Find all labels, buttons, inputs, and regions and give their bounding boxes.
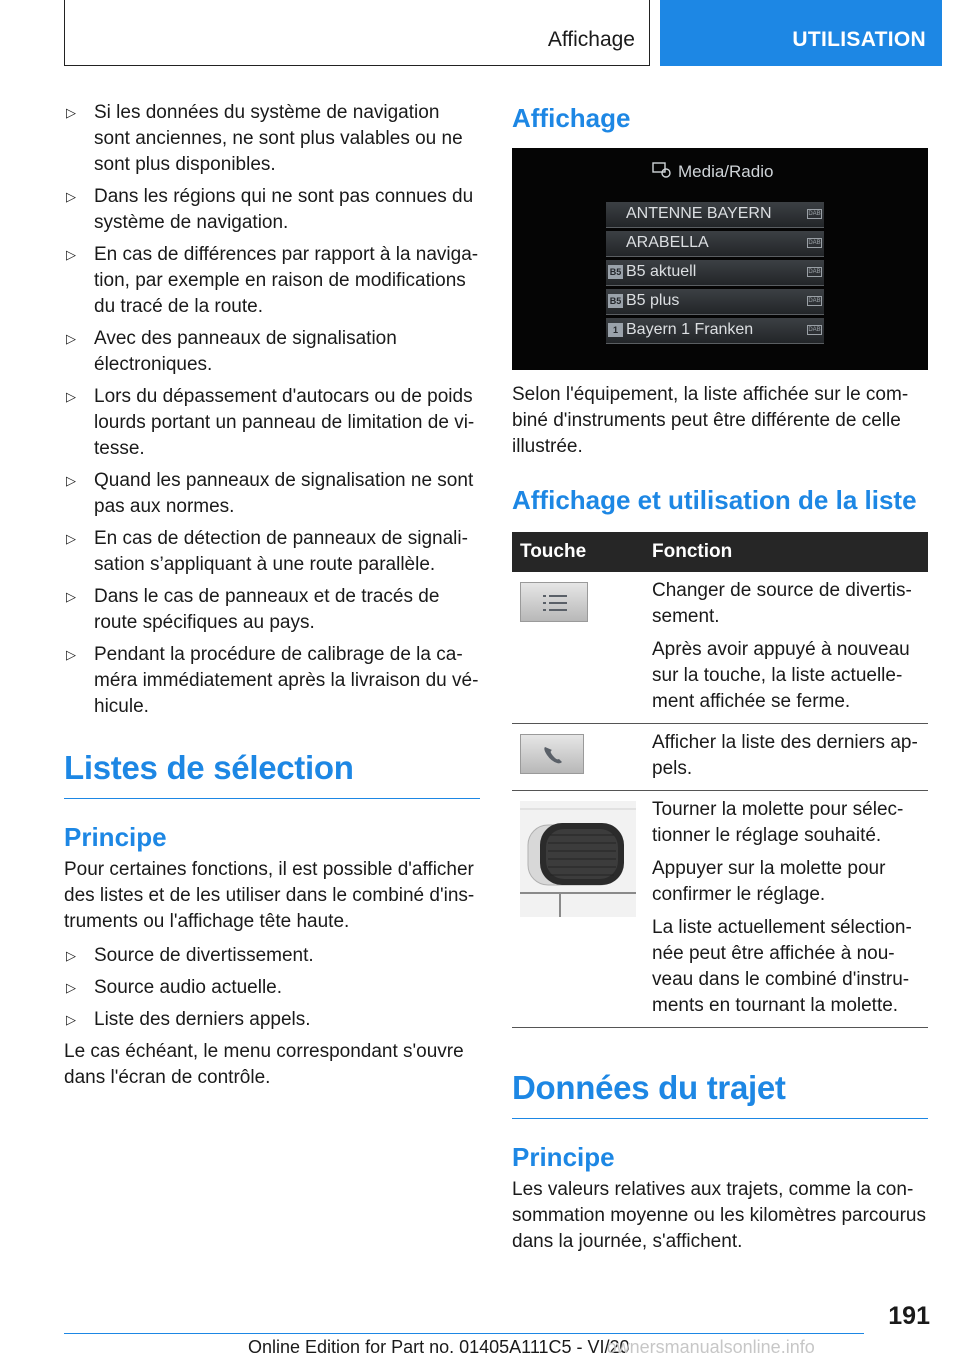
station-logo-icon: B5 — [609, 267, 622, 277]
screen-list-row: ARABELLA DAB — [606, 231, 824, 257]
section-heading-trajet: Données du trajet — [512, 1068, 928, 1119]
screen-title: Media/Radio — [678, 162, 774, 181]
edition-text: Online Edition for Part no. 01405A111C5 - VI/20 — [248, 1337, 630, 1357]
subheading-affichage: Affichage — [512, 103, 631, 133]
screenshot-caption: Selon l'équipement, la liste affichée sur le combiné d'instruments peut être différente de celle illustrée. — [512, 384, 909, 457]
triangle-bullet-icon: ▷ — [66, 105, 76, 120]
footer-edition — [248, 1337, 815, 1358]
list-item: ▷ Pendant la procédure de calibrage de la caméra immédiatement après la livraison du véhicule. — [66, 644, 479, 717]
screen-list-row: ANTENNE BAYERN DAB — [606, 202, 824, 228]
conditions-list — [64, 100, 480, 720]
list-item: ▷ Liste des derniers appels. — [64, 1007, 480, 1033]
list-item: ▷ Source audio actuelle. — [64, 975, 480, 1001]
header-chapter-label: UTILISATION — [792, 28, 926, 51]
triangle-bullet-icon: ▷ — [66, 331, 76, 346]
media-radio-screenshot — [512, 148, 928, 370]
triangle-bullet-icon: ▷ — [66, 473, 76, 488]
header-section-title: Affichage — [547, 28, 635, 51]
controls-table — [512, 532, 928, 1028]
list-button-icon — [520, 582, 588, 622]
thumbwheel-icon — [520, 801, 636, 917]
intro-paragraph: Pour certaines fonctions, il est possible d'afficher des listes et de les utiliser dans le combiné d'instruments ou l'affichage tête haute. — [64, 859, 475, 932]
subheading-liste: Affichage et utilisation de la liste — [512, 485, 917, 515]
triangle-bullet-icon: ▷ — [66, 389, 76, 404]
page-number: 191 — [888, 1302, 930, 1330]
triangle-bullet-icon: ▷ — [66, 948, 76, 963]
phone-button-icon — [520, 734, 584, 774]
triangle-bullet-icon: ▷ — [66, 589, 76, 604]
station-logo-icon: B5 — [609, 296, 622, 306]
triangle-bullet-icon: ▷ — [66, 647, 76, 662]
section-heading-listes: Listes de sélection — [64, 748, 480, 799]
header-chapter-tab — [660, 0, 942, 66]
table-row: Tourner la molette pour sélectionner le réglage souhaité. Appuyer sur la molette pour confirmer le réglage. La liste actuellement sélectionnée peut être affichée à nouveau dans le combiné d'instruments en tournant la molette. — [512, 791, 928, 1028]
table-header-fonction: Fonction — [644, 532, 928, 572]
table-row: Afficher la liste des derniers appels. — [512, 724, 928, 791]
list-item: ▷ En cas de différences par rapport à la navigation, par exemple en raison de modifications du tracé de la route. — [66, 244, 479, 317]
triangle-bullet-icon: ▷ — [66, 1012, 76, 1027]
list-item: ▷ Si les données du système de navigation sont anciennes, ne sont plus valables ou ne sont plus disponibles. — [66, 102, 463, 175]
table-header-row — [512, 532, 928, 572]
header-section-box — [64, 0, 650, 66]
triangle-bullet-icon: ▷ — [66, 531, 76, 546]
list-item: ▷ Dans le cas de panneaux et de tracés de route spécifiques au pays. — [66, 586, 440, 633]
list-item: ▷ Lors du dépassement d'autocars ou de poids lourds portant un panneau de limitation de vitesse. — [66, 386, 475, 459]
right-column — [512, 100, 928, 1255]
table-header-touche: Touche — [512, 532, 644, 572]
screen-list-row: B5 B5 plus DAB — [606, 289, 824, 315]
triangle-bullet-icon: ▷ — [66, 189, 76, 204]
subheading-principe: Principe — [64, 822, 167, 852]
triangle-bullet-icon: ▷ — [66, 247, 76, 262]
table-row: Changer de source de divertissement. Après avoir appuyé à nouveau sur la touche, la liste actuellement affichée se ferme. — [512, 572, 928, 724]
triangle-bullet-icon: ▷ — [66, 980, 76, 995]
screen-list-row: B5 B5 aktuell DAB — [606, 260, 824, 286]
list-item: ▷ En cas de détection de panneaux de signalisation s’appliquant à une route parallèle. — [66, 528, 468, 575]
list-item: ▷ Source de divertissement. — [64, 943, 480, 969]
list-item: ▷ Quand les panneaux de signalisation ne sont pas aux normes. — [66, 470, 474, 517]
screen-list-row: 1 Bayern 1 Franken DAB — [606, 318, 824, 344]
closing-paragraph: Le cas échéant, le menu correspondant s'ouvre dans l'écran de contrôle. — [64, 1041, 464, 1088]
list-item: ▷ Dans les régions qui ne sont pas connues du système de navigation. — [66, 186, 474, 233]
station-logo-icon: 1 — [608, 323, 623, 337]
media-radio-icon — [652, 161, 672, 179]
list-types — [64, 943, 480, 1033]
list-item: ▷ Avec des panneaux de signalisation électroniques. — [66, 328, 397, 375]
trajet-paragraph: Les valeurs relatives aux trajets, comme la consommation moyenne ou les kilomètres parcourus dans la journée, s'affichent. — [512, 1179, 926, 1252]
watermark-text: ownersmanualsonline.info — [606, 1337, 815, 1357]
footer-rule — [64, 1333, 864, 1334]
subheading-principe-trajet: Principe — [512, 1142, 615, 1172]
left-column — [64, 100, 480, 1091]
